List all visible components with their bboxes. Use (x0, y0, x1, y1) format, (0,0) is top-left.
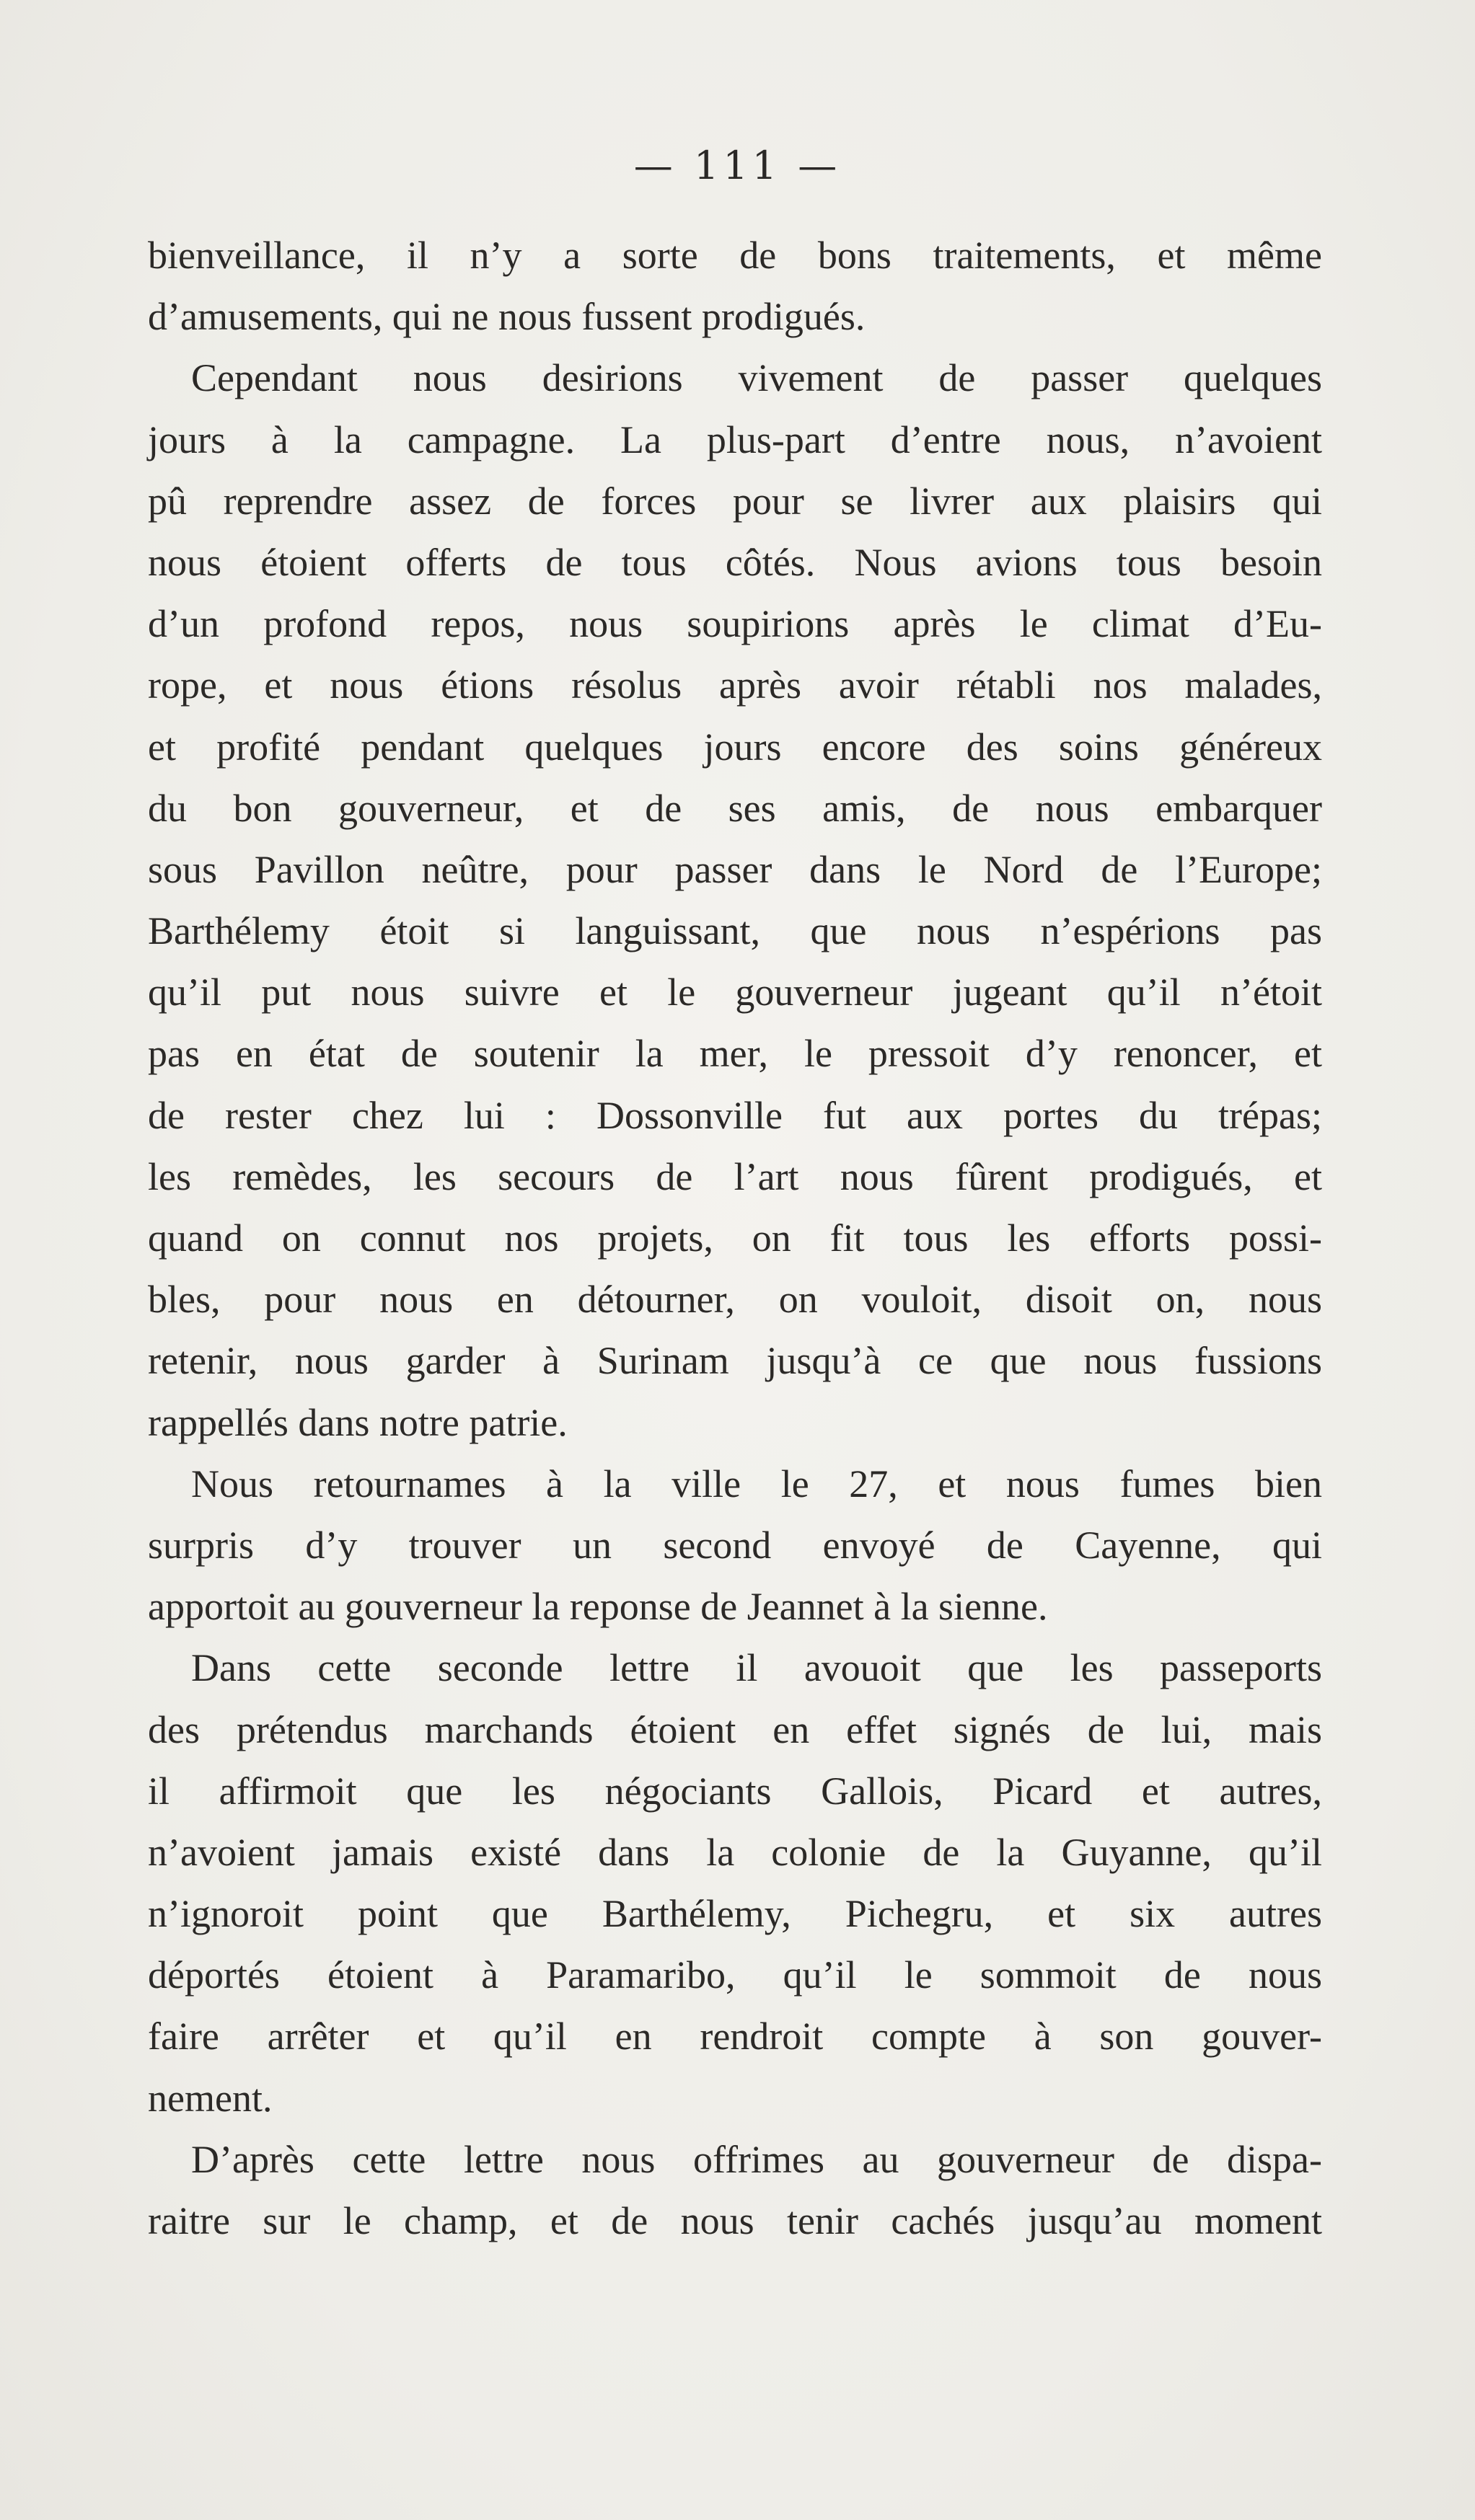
text-line: n’ignoroit point que Barthélemy, Pichegru, et six autres (148, 1892, 1322, 1936)
body-text (148, 225, 1322, 2252)
text-line: les remèdes, les secours de l’art nous fûrent prodigués, et (148, 1154, 1322, 1198)
text-line: quand on connut nos projets, on fit tous les efforts possi- (148, 1216, 1322, 1260)
text-line: nous étoient offerts de tous côtés. Nous avions tous besoin (148, 540, 1322, 584)
text-line: faire arrêter et qu’il en rendroit compte à son gouver- (148, 2015, 1322, 2059)
text-line: rappellés dans notre patrie. (148, 1400, 568, 1444)
text-line: des prétendus marchands étoient en effet signés de lui, mais (148, 1707, 1322, 1751)
text-line: apportoit au gouverneur la reponse de Jeannet à la sienne. (148, 1585, 1048, 1629)
text-line: et profité pendant quelques jours encore des soins généreux (148, 725, 1322, 769)
page-number: — 111 — (633, 143, 842, 188)
text-line: de rester chez lui : Dossonville fut aux portes du trépas; (148, 1093, 1322, 1137)
text-line: retenir, nous garder à Surinam jusqu’à ce que nous fussions (148, 1339, 1322, 1383)
text-line: déportés étoient à Paramaribo, qu’il le sommoit de nous (148, 1953, 1322, 1997)
text-line: jours à la campagne. La plus-part d’entre nous, n’avoient (148, 417, 1322, 461)
text-line: Dans cette seconde lettre il avouoit que les passeports (191, 1646, 1322, 1690)
text-line: Barthélemy étoit si languissant, que nous n’espérions pas (148, 909, 1322, 953)
text-line: pas en état de soutenir la mer, le pressoit d’y renoncer, et (148, 1032, 1322, 1076)
text-line: sous Pavillon neûtre, pour passer dans le Nord de l’Europe; (148, 847, 1322, 891)
text-line: D’après cette lettre nous offrimes au gouverneur de dispa- (191, 2137, 1322, 2181)
text-line: d’amusements, qui ne nous fussent prodigués. (148, 295, 866, 339)
text-line: bienveillance, il n’y a sorte de bons traitements, et même (148, 234, 1322, 277)
text-line: d’un profond repos, nous soupirions après le climat d’Eu- (148, 602, 1322, 646)
text-line: surpris d’y trouver un second envoyé de Cayenne, qui (148, 1523, 1322, 1567)
text-line: bles, pour nous en détourner, on vouloit, disoit on, nous (148, 1278, 1322, 1322)
text-line: Nous retournames à la ville le 27, et nous fumes bien (191, 1462, 1322, 1506)
text-line: nement. (148, 2076, 273, 2120)
text-line: Cependant nous desirions vivement de passer quelques (191, 356, 1322, 400)
text-line: pû reprendre assez de forces pour se livrer aux plaisirs qui (148, 479, 1322, 523)
text-line: rope, et nous étions résolus après avoir rétabli nos malades, (148, 663, 1322, 707)
text-line: du bon gouverneur, et de ses amis, de nous embarquer (148, 786, 1322, 830)
text-line: n’avoient jamais existé dans la colonie de la Guyanne, qu’il (148, 1830, 1322, 1874)
text-line: il affirmoit que les négociants Gallois, Picard et autres, (148, 1769, 1322, 1813)
text-line: qu’il put nous suivre et le gouverneur jugeant qu’il n’étoit (148, 971, 1322, 1014)
text-line: raitre sur le champ, et de nous tenir cachés jusqu’au moment (148, 2199, 1322, 2242)
